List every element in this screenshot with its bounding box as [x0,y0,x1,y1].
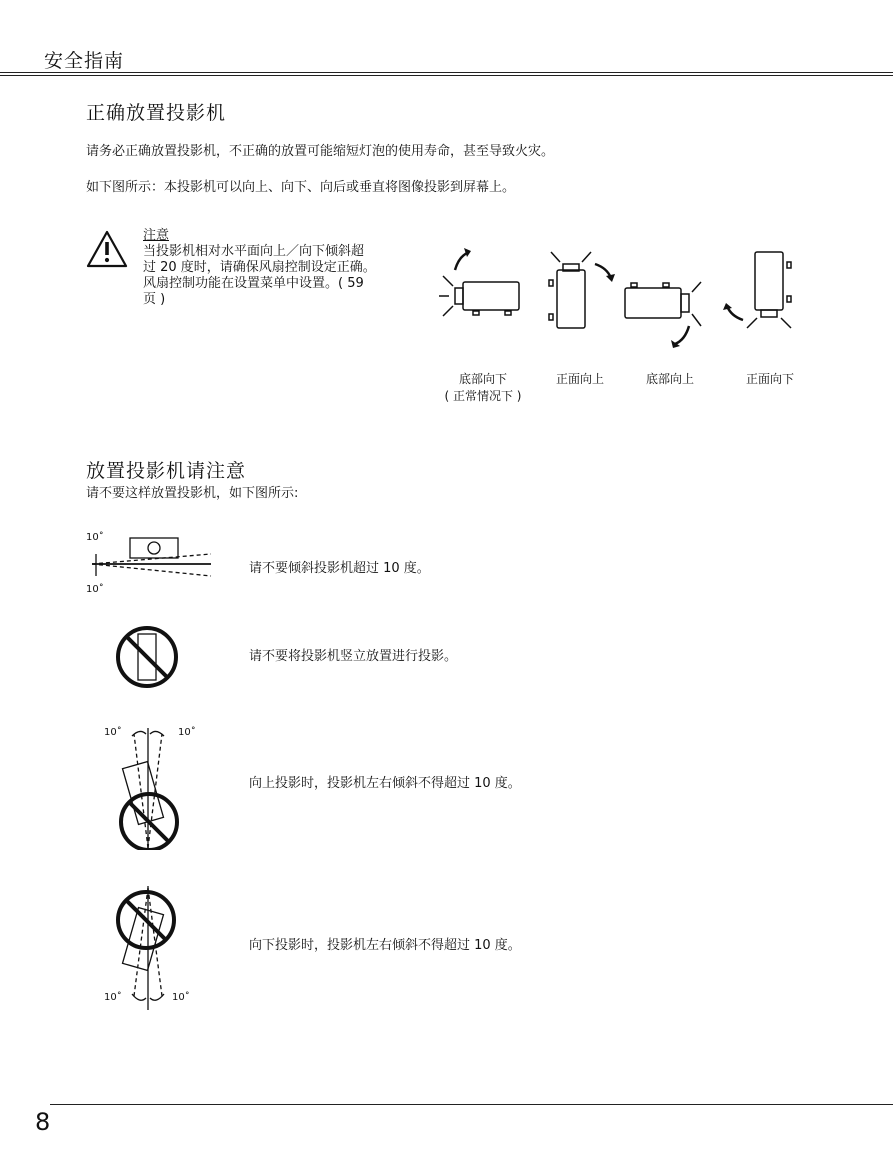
caption-sub: ( 正常情况下 ) [444,389,522,403]
left-angle-label: 10˚ [104,992,122,1003]
row-text-downward: 向下投影时，投影机左右倾斜不得超过 10 度。 [249,938,521,953]
caution-line: 当投影机相对水平面向上／向下倾斜超 [143,244,365,259]
row-text-upward: 向上投影时，投影机左右倾斜不得超过 10 度。 [249,776,521,791]
row-text-upright: 请不要将投影机竖立放置进行投影。 [249,649,458,664]
caption-front-down: 正面向下 [745,372,794,386]
row-text-tilt: 请不要倾斜投影机超过 10 度。 [249,561,430,576]
header-rule [0,72,893,73]
page-number: 8 [35,1108,51,1136]
downward-tilt-figure [100,886,200,1010]
tilt-angle-bottom: 10˚ [86,584,104,595]
caution-line: 风扇控制功能在设置菜单中设置。( 59 [143,276,364,291]
orientation-illustration [435,240,815,360]
caution-line: 页 ) [143,292,166,307]
footer-rule [50,1104,893,1105]
paragraph-orientations: 如下图所示：本投影机可以向上、向下、向后或垂直将图像投影到屏幕上。 [86,180,516,195]
caption-front-up: 正面向上 [555,372,604,386]
header-rule-secondary [0,75,893,76]
caption-label: 底部向下 [458,372,507,386]
page-header-title: 安全指南 [44,50,125,72]
caution-text [143,228,403,308]
projector-front-up-icon [549,252,615,328]
section-title-correct-placement: 正确放置投影机 [86,102,227,124]
caution-line: 过 20 度时，请确保风扇控制设定正确。 [143,260,376,275]
projector-bottom-up-icon [625,282,701,348]
tilt-angle-top: 10˚ [86,532,104,543]
section-title-cautions: 放置投影机请注意 [86,460,247,482]
paragraph-warning: 请务必正确放置投影机，不正确的放置可能缩短灯泡的使用寿命，甚至导致火灾。 [86,144,555,159]
right-angle-label: 10˚ [172,992,190,1003]
caution-title: 注意 [143,228,170,243]
tilt-figure [86,532,216,598]
right-angle-label: 10˚ [178,727,196,738]
projector-front-down-icon [723,252,791,328]
caption-bottom-up: 底部向上 [645,372,694,386]
projector-bottom-down-icon [439,248,519,316]
section-intro: 请不要这样放置投影机，如下图所示: [86,486,299,501]
warning-triangle-icon [86,230,128,268]
upward-tilt-figure [100,724,200,850]
no-upright-icon [114,624,180,690]
left-angle-label: 10˚ [104,727,122,738]
caption-bottom-down [443,370,523,404]
